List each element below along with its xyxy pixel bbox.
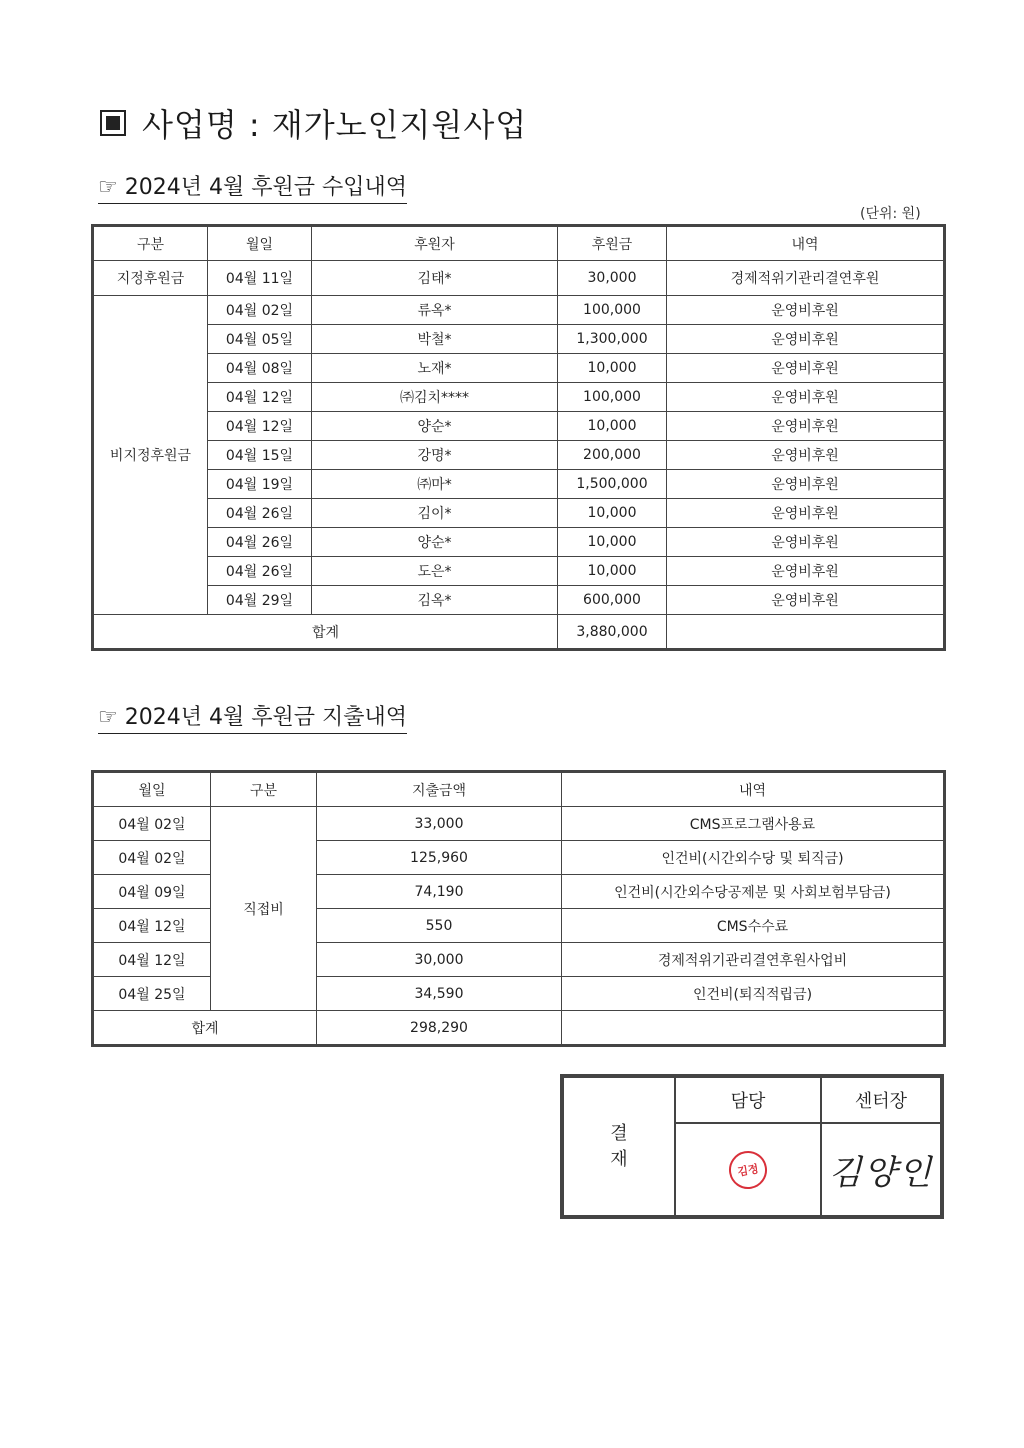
detail-cell: 운영비후원 [667,441,945,470]
detail-cell: 운영비후원 [667,325,945,354]
date-cell: 04월 26일 [208,557,312,586]
expense-header-row [93,772,945,807]
total-amount: 3,880,000 [558,615,667,650]
amount-cell: 74,190 [317,875,562,909]
date-cell: 04월 12일 [93,943,211,977]
donor-cell: 류옥* [312,296,558,325]
table-row [93,470,945,499]
date-cell: 04월 02일 [93,807,211,841]
approval-director-cell [821,1123,941,1216]
signature: 김양인 [828,1153,934,1193]
detail-cell: 인건비(퇴직적립금) [562,977,945,1011]
date-cell: 04월 12일 [208,412,312,441]
amount-cell: 1,300,000 [558,325,667,354]
income-table [91,224,946,651]
detail-cell: 운영비후원 [667,470,945,499]
seal-stamp-icon: 김정 [726,1147,770,1191]
date-cell: 04월 29일 [208,586,312,615]
table-row [93,296,945,325]
income-header-cell: 월일 [208,226,312,261]
total-detail-empty [667,615,945,650]
expense-total-row [93,1011,945,1046]
detail-cell: 운영비후원 [667,354,945,383]
amount-cell: 125,960 [317,841,562,875]
detail-cell: 경제적위기관리결연후원 [667,261,945,296]
donor-cell: 김이* [312,499,558,528]
donor-cell: ㈜김치**** [312,383,558,412]
date-cell: 04월 02일 [208,296,312,325]
square-bullet-icon [100,110,126,136]
amount-cell: 1,500,000 [558,470,667,499]
table-row [93,528,945,557]
expense-header-cell: 구분 [211,772,317,807]
detail-cell: 인건비(시간외수당 및 퇴직금) [562,841,945,875]
detail-cell: 운영비후원 [667,383,945,412]
amount-cell: 10,000 [558,528,667,557]
donor-cell: 양순* [312,528,558,557]
date-cell: 04월 11일 [208,261,312,296]
amount-cell: 550 [317,909,562,943]
donor-cell: ㈜마* [312,470,558,499]
detail-cell: 운영비후원 [667,499,945,528]
income-heading: ☞ 2024년 4월 후원금 수입내역 [98,170,407,204]
expense-header-cell: 내역 [562,772,945,807]
detail-cell: 경제적위기관리결연후원사업비 [562,943,945,977]
amount-cell: 10,000 [558,412,667,441]
table-row [93,441,945,470]
date-cell: 04월 02일 [93,841,211,875]
amount-cell: 33,000 [317,807,562,841]
table-row [93,412,945,441]
donor-cell: 김옥* [312,586,558,615]
detail-cell: 운영비후원 [667,557,945,586]
date-cell: 04월 08일 [208,354,312,383]
expense-header-cell: 월일 [93,772,211,807]
date-cell: 04월 26일 [208,528,312,557]
expense-header-cell: 지출금액 [317,772,562,807]
date-cell: 04월 12일 [208,383,312,412]
table-row [93,557,945,586]
amount-cell: 30,000 [317,943,562,977]
category-non-designated: 비지정후원금 [93,296,208,615]
detail-cell: 운영비후원 [667,528,945,557]
donor-cell: 양순* [312,412,558,441]
unit-label: (단위: 원) [860,206,921,222]
income-header-cell: 내역 [667,226,945,261]
expense-table [91,770,946,1047]
detail-cell: CMS프로그램사용료 [562,807,945,841]
donor-cell: 박철* [312,325,558,354]
detail-cell: 인건비(시간외수당공제분 및 사회보험부담금) [562,875,945,909]
table-row [93,354,945,383]
amount-cell: 10,000 [558,499,667,528]
approval-label: 결 재 [563,1077,675,1216]
page-title [100,100,527,146]
title-text: 사업명 : 재가노인지원사업 [142,106,528,144]
amount-cell: 10,000 [558,354,667,383]
table-row [93,586,945,615]
date-cell: 04월 09일 [93,875,211,909]
amount-cell: 34,590 [317,977,562,1011]
table-row [93,261,945,296]
date-cell: 04월 25일 [93,977,211,1011]
income-header-cell: 후원자 [312,226,558,261]
table-row [93,325,945,354]
amount-cell: 30,000 [558,261,667,296]
total-detail-empty [562,1011,945,1046]
date-cell: 04월 26일 [208,499,312,528]
amount-cell: 100,000 [558,383,667,412]
approval-header-director: 센터장 [821,1077,941,1123]
donor-cell: 도은* [312,557,558,586]
approval-manager-cell [675,1123,821,1216]
total-label: 합계 [93,1011,317,1046]
date-cell: 04월 12일 [93,909,211,943]
income-total-row [93,615,945,650]
income-header-row [93,226,945,261]
total-label: 합계 [93,615,558,650]
date-cell: 04월 19일 [208,470,312,499]
table-row [93,383,945,412]
date-cell: 04월 15일 [208,441,312,470]
approval-box [560,1074,944,1219]
detail-cell: 운영비후원 [667,296,945,325]
amount-cell: 200,000 [558,441,667,470]
table-row [93,499,945,528]
amount-cell: 600,000 [558,586,667,615]
category-direct: 직접비 [211,807,317,1011]
total-amount: 298,290 [317,1011,562,1046]
date-cell: 04월 05일 [208,325,312,354]
detail-cell: CMS수수료 [562,909,945,943]
donor-cell: 노재* [312,354,558,383]
amount-cell: 10,000 [558,557,667,586]
income-header-cell: 구분 [93,226,208,261]
approval-header-manager: 담당 [675,1077,821,1123]
income-header-cell: 후원금 [558,226,667,261]
detail-cell: 운영비후원 [667,412,945,441]
donor-cell: 김태* [312,261,558,296]
donor-cell: 강명* [312,441,558,470]
category-designated: 지정후원금 [93,261,208,296]
table-row [93,807,945,841]
expense-heading: ☞ 2024년 4월 후원금 지출내역 [98,700,407,734]
detail-cell: 운영비후원 [667,586,945,615]
amount-cell: 100,000 [558,296,667,325]
